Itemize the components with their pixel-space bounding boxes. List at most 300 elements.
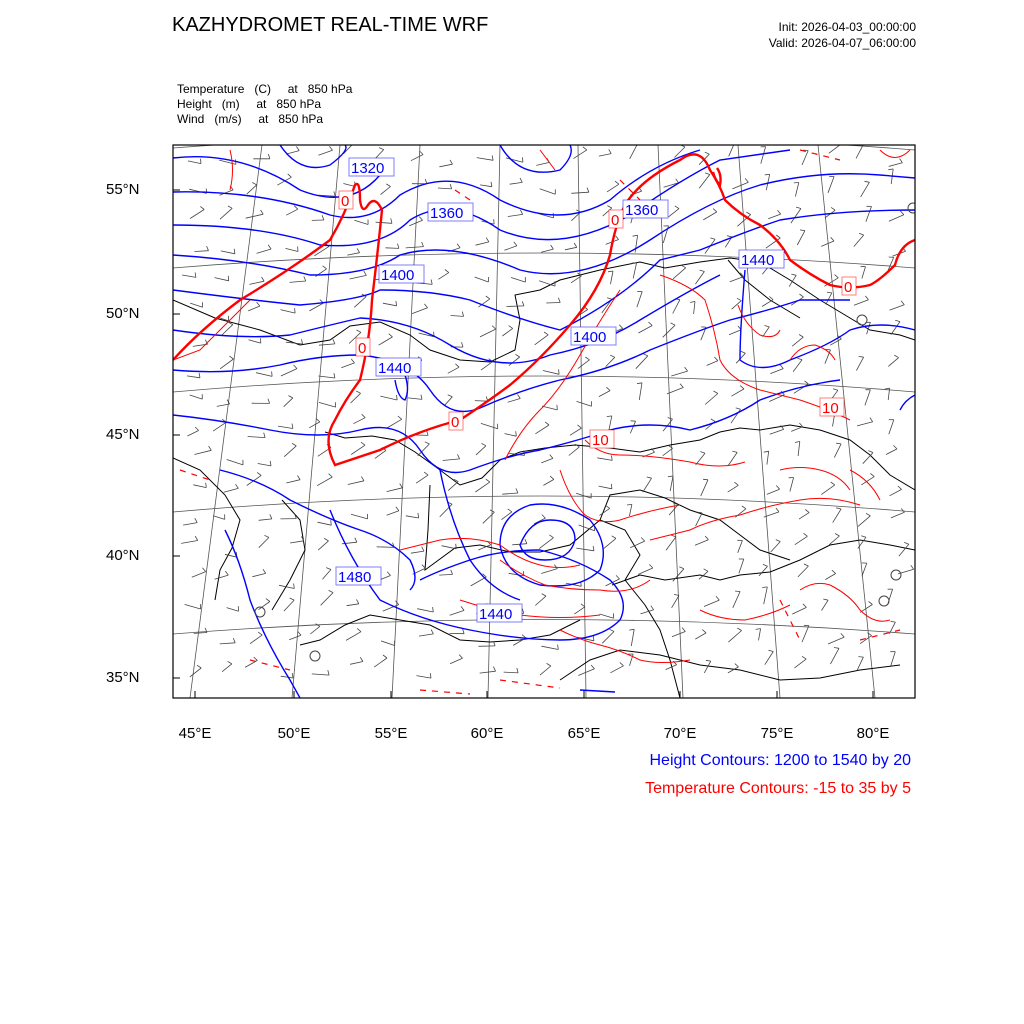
height-label [739,250,784,269]
temperature-label [449,412,463,431]
wind-barb-flag [898,486,902,489]
temperature-dashes [180,150,900,694]
wind-barb [411,155,423,161]
temperature-legend: Temperature Contours: -15 to 35 by 5 [645,780,911,797]
wind-barb-flag [900,211,903,215]
wind-barb [730,277,744,282]
wind-barb [699,175,710,189]
wind-barb [728,631,741,643]
wind-barb-flag [525,539,527,544]
wind-barb-flag [427,431,429,436]
wind-barb [768,214,781,219]
wind-barb-flag [263,569,266,573]
wind-barb [513,638,526,645]
wind-barb-flag [431,630,433,634]
wind-barb [828,637,844,644]
wind-barb-flag [431,280,432,285]
wind-barb-flag [671,323,676,325]
wind-barb-flag [357,248,360,252]
wind-barb-flag [558,298,560,303]
wind-barb-flag [868,451,873,453]
wind-barb-flag [492,155,493,160]
wind-barb [379,337,393,345]
wind-barb-flag [746,212,750,215]
wind-barb-flag [268,154,270,159]
height-label-text: 1400 [381,267,415,284]
wind-barb-flag [550,455,553,459]
wind-barb-flag [270,461,271,466]
wind-barb [599,391,610,397]
wind-barb-flag [236,484,239,488]
wind-barb [284,600,294,611]
wind-barb [535,335,549,345]
wind-barb [286,151,299,155]
wind-barb [802,626,809,643]
wind-barb [442,546,457,549]
wind-barb-flag [780,365,783,369]
wind-barb-flag [486,479,490,482]
temperature-label-text: 10 [592,432,609,449]
height-label-text: 1320 [351,160,385,177]
wind-barb-flag [778,210,781,214]
temperature-label [339,191,353,210]
wind-barb-flag [803,604,807,608]
temperature-label [609,210,623,229]
wind-barb-flag [450,160,453,164]
wind-barb-flag [704,569,708,572]
wind-barb-flag [716,596,719,600]
graticule [173,134,915,698]
wind-barb-flag [379,148,384,150]
wind-barb-flag [735,664,739,667]
wind-barb [891,512,905,518]
wind-barb-flag [458,454,460,459]
wind-barb [190,395,203,399]
wind-barb [635,235,638,252]
height-legend: Height Contours: 1200 to 1540 by 20 [649,752,911,769]
wind-barb-flag [633,235,638,236]
wind-barb [439,164,452,167]
wind-barbs [181,139,914,678]
wind-barb [319,402,336,407]
wind-barb-flag [225,571,228,575]
wind-barb [215,278,229,281]
wind-barb-flag [331,520,332,525]
wind-barb-flag [612,536,616,539]
wind-barb-flag [360,657,363,661]
wind-barb-flag [894,355,898,358]
wind-barb [377,547,394,548]
wind-barb-flag [606,505,610,508]
wind-barb [187,431,198,437]
wind-barb-flag [422,242,424,247]
wind-barb-flag [649,564,652,568]
wind-barb-flag [445,270,449,273]
wind-barb [480,329,496,337]
wind-barb [858,516,870,527]
map-title: KAZHYDROMET REAL-TIME WRF [172,14,489,36]
wind-barb-flag [322,215,324,220]
wind-barb-flag [893,445,897,449]
wind-barb-flag [288,174,292,177]
wind-barb [220,359,233,369]
wind-barb-flag [804,533,808,536]
wind-barb [611,271,614,284]
wind-barb-flag [799,335,803,338]
wind-barb [546,303,560,304]
wind-barb [828,177,834,193]
wind-barb [481,362,493,371]
wind-barb [629,504,632,516]
wind-barb [250,635,262,644]
wind-barb-flag [455,364,459,367]
wind-barb-flag [200,159,201,164]
wind-barb-flag [195,427,199,431]
height-label-text: 1480 [338,569,372,586]
wind-barb [669,209,680,217]
wind-barb-flag [649,322,653,325]
wind-barb [540,189,556,195]
wind-barb-flag [593,546,594,551]
wind-barb [866,206,872,221]
wind-barb-flag [776,486,779,490]
wind-barb [834,444,841,458]
wind-barb [821,485,835,495]
temperature-label [590,430,614,449]
wind-barb-flag [302,339,303,344]
height-label [376,358,421,377]
wind-barb-flag [776,235,780,238]
wind-barb [886,449,897,455]
wind-barb-flag [769,297,773,300]
wind-barb-flag [831,207,835,210]
wind-barb [798,566,809,577]
wind-barb-flag [200,206,204,209]
wind-barb [604,538,616,548]
wind-barb [281,676,293,678]
wind-barb [704,600,719,606]
height-label [571,327,616,346]
wind-barb-flag [615,181,619,184]
wind-barb-flag [195,518,197,522]
wind-barb-flag [228,206,232,208]
wind-barb-flag [361,477,364,481]
height-label [623,200,668,219]
wind-barb [541,646,558,649]
wind-barb-flag [294,206,298,210]
wind-barb-flag [835,534,839,537]
wind-barb-flag [802,656,806,659]
wind-barb [541,458,553,463]
wind-barb [505,434,517,437]
wind-barb-flag [356,391,360,393]
wind-barb [249,281,264,284]
wind-barb-flag [620,662,624,665]
wind-barb [539,538,553,549]
temperature-label-text: 0 [611,212,620,229]
wind-barb [673,300,680,314]
wind-barb [312,674,329,675]
wind-barb [633,263,636,279]
wind-barb-flag [578,425,582,428]
wind-barb-flag [737,298,741,301]
wind-barb-flag [682,628,685,632]
wind-barb [670,476,673,491]
wind-barb-flag [727,236,732,237]
lon-label-50: 50°E [277,725,311,742]
wind-barb-flag [254,657,258,660]
temperature-label [820,398,844,417]
wind-barb [319,376,335,378]
wind-barb [571,192,589,193]
wind-barb [672,632,685,637]
wind-barb [215,575,229,579]
wind-barb-flag [268,399,270,404]
wind-barb [770,369,783,374]
wind-barb-flag [517,668,518,673]
wind-barb-flag [334,373,335,378]
wind-barb-flag [901,301,904,305]
wind-barb [511,278,525,283]
wind-barb-flag [422,547,424,551]
wind-barb [705,394,718,405]
wind-barb-flag [398,244,399,249]
wind-barb-flag [643,354,648,356]
wind-barb-flag [714,357,717,361]
wind-barb-flag [461,606,464,610]
temperature-label-text: 0 [844,279,853,296]
wind-barb-flag [268,245,271,249]
wind-barb-flag [233,638,235,643]
wind-barb-flag [611,484,612,489]
lon-label-45: 45°E [178,725,212,742]
wind-barb-flag [292,443,296,446]
wind-barb-flag [741,351,746,353]
wind-barb-flag [742,506,746,509]
wind-barb-flag [675,206,679,209]
country-boundaries [173,258,915,698]
wind-barb [631,629,634,646]
wind-barb [278,426,293,428]
temperature-label-text: 0 [451,414,460,431]
wind-barb [347,604,359,606]
temperature-label-text: 10 [822,400,839,417]
temperature-label [842,277,856,296]
wind-barb [321,593,334,606]
wind-barb [190,303,202,307]
wind-barb-flag [865,296,868,300]
wind-barb [195,450,212,454]
wind-barb-flag [298,476,301,480]
wind-barb-flag [796,207,801,208]
wind-barb-flag [257,473,261,476]
temperature-label-text: 0 [341,193,350,210]
wind-barb-flag [574,243,577,247]
wind-barb-flag [776,540,781,542]
wind-barb-flag [252,183,256,185]
wind-barb-flag [396,507,399,511]
wind-barb-flag [585,357,589,360]
wind-barb-flag [895,320,900,321]
wind-barb [790,478,794,492]
wind-barb-flag [609,149,612,153]
wind-barb [565,247,577,250]
wind-barb [701,480,708,496]
wind-barb [822,600,829,610]
wind-barb-flag [228,661,232,664]
wind-barb [600,614,614,618]
wind-barb [259,538,269,548]
wind-barb [247,185,257,194]
wind-barb [597,458,612,461]
wind-barb-flag [558,645,559,650]
wind-barb [439,574,452,575]
wind-barb [861,477,874,485]
wind-barb-flag [355,538,357,543]
wind-barb [736,353,745,363]
wind-barb [480,185,492,187]
wind-barb [577,401,592,406]
wind-barb-flag [324,538,328,541]
wind-barb [188,161,201,164]
wind-barb [416,475,428,483]
wind-barb [767,451,769,464]
wind-barb-flag [900,159,903,163]
wind-barb [417,676,432,679]
wind-barb [508,399,521,403]
wind-barb-flag [451,570,453,575]
wind-barb [351,445,365,454]
wind-barb-flag [493,667,495,672]
wind-barb-flag [292,424,293,429]
wind-barb [350,275,367,279]
wind-barb-flag [870,418,873,422]
wind-barb-flag [508,509,512,512]
height-contours [173,145,915,698]
wind-barb [183,523,197,526]
wind-barb [862,563,867,576]
wind-barb [574,607,585,614]
wind-barb-flag [679,567,684,569]
wind-barb [227,608,239,612]
wind-barb [576,493,591,498]
wind-barb [641,610,654,614]
wind-barb-flag [522,609,524,614]
wind-barb-flag [762,587,767,588]
wind-barb [540,666,551,675]
wind-barb-flag [732,451,737,452]
wind-barb-flag [647,477,652,478]
wind-barb-flag [234,249,235,254]
wind-barb [483,512,495,523]
wind-barb-flag [419,217,422,221]
wind-barb-flag [859,233,864,235]
wind-barb [607,184,619,192]
wind-barb-flag [831,237,834,241]
wind-barb-flag [424,472,428,475]
wind-barb [830,648,839,664]
wind-barb [535,425,549,434]
wind-barb [733,592,740,608]
wind-barb-flag [702,630,706,633]
height-label-text: 1440 [741,252,775,269]
wind-barb [854,235,864,247]
wind-barb [222,664,232,672]
wind-barb [248,437,266,438]
wind-barb-flag [292,673,293,678]
wind-barb [224,488,239,492]
wind-barb-flag [627,504,632,505]
wind-barb-flag [734,482,738,485]
wind-barb-flag [258,632,262,635]
wind-barb-flag [448,395,453,397]
wind-barb-flag [329,146,332,150]
wind-barb [695,633,706,639]
wind-barb [475,482,489,492]
wind-barb-flag [641,538,645,542]
wind-barb-flag [516,488,518,493]
wind-barb-flag [424,304,427,308]
wind-barb [448,482,458,491]
lon-label-65: 65°E [567,725,601,742]
wind-barb [536,162,549,165]
wind-barb-flag [607,206,611,208]
wind-barb [504,246,517,251]
wind-barb-flag [329,590,334,592]
wind-barb-flag [397,395,398,400]
wind-barb [286,248,299,251]
wind-barb [406,516,419,518]
field-height: Height (m) at 850 hPa [177,97,322,111]
wind-barb-flag [765,326,770,327]
lon-label-60: 60°E [470,725,504,742]
wind-barb-flag [776,508,779,512]
wind-barb [450,658,463,663]
wind-barb-flag [520,210,522,215]
wind-barb-flag [516,431,517,436]
wind-barb-flag [710,238,715,239]
wind-barb-flag [680,384,683,388]
wind-barb-flag [619,325,622,329]
wind-barb [252,573,265,576]
wind-barb-flag [195,272,196,277]
wind-barb-flag [765,174,770,175]
wind-barb [387,511,399,516]
wind-barb-flag [629,629,634,630]
wind-barb-flag [457,244,460,248]
wind-barb [889,215,904,222]
wind-barb-flag [608,271,613,272]
wind-barb-flag [736,408,741,409]
wind-barb [258,464,271,466]
wind-barb-flag [420,151,424,155]
wind-barb [387,419,402,428]
wind-barb-flag [800,230,805,231]
wind-barb [638,568,653,575]
wind-barb [639,383,642,400]
wind-barb [791,427,803,432]
wind-barb [450,610,464,615]
wind-barb-flag [616,575,620,579]
wind-barb [438,273,448,280]
wind-barb-flag [542,515,546,519]
wind-barb-flag [547,663,551,666]
wind-barb [643,478,652,492]
wind-barb-flag [396,301,397,306]
wind-barb [789,275,796,286]
wind-barb-flag [486,238,489,242]
wind-barb [795,536,808,544]
